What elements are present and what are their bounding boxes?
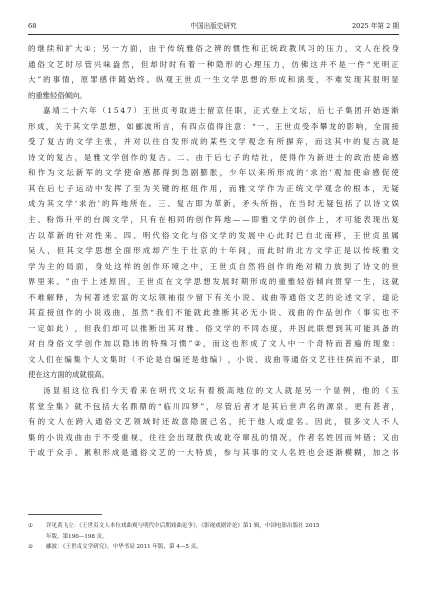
footnotes — [28, 521, 399, 553]
page-number: 68 — [28, 22, 37, 30]
text-line: 大 ” 的 事 情 ， 原 罪 感 伴 随 始 终 。 纵 观 王 世 贞 一 生 文 学 思 想 的 形 成 和 演 变 ， 不 难 发 现 其 很 明 显 — [28, 75, 399, 85]
text-line: 一 定 如 此 ） ， 但 我 们 却 可 以 推 断 出 其 对 雅 、 俗 文 学 的 不 同 态 度 ， 并 因 此 联 想 到 其 可 能 具 备 的 — [28, 323, 399, 333]
text-line: 成 为 其 文 学 ‘ 求 治 ’ 的 阵 地 所 在 。 三 、 复 古 即 为 革 新 ， 矛 头 所 指 ， 在 当 时 无 疑 包 括 了 以 诗 文 娱 — [28, 199, 399, 209]
running-header — [28, 20, 399, 32]
header-rule — [28, 34, 399, 35]
text-line: 使在这方面的成就很高。 — [28, 370, 109, 380]
text-line: 学 为 主 的 局 面 ， 身 处 这 样 的 创 作 环 境 之 中 ， 王 世 贞 自 然 将 创 作 的 绝 对 精 力 放 到 了 诗 文 的 世 — [28, 261, 399, 271]
issue-label: 2025 年第 2 期 — [351, 22, 399, 30]
text-line: 吴 人 ， 但 其 文 学 思 想 全 面 形 成 却 产 生 于 仕 京 的 十 年 间 ， 而 此 时 的 北 方 文 学 正 是 以 传 统 雅 文 — [28, 246, 399, 256]
text-line: 有 的 文 人 在 跨 入 通 俗 文 艺 领 域 时 还 故 意 隐 匿 己 名 ， 托 于 他 人 或 虚 名 。 因 此 ， 很 多 文 人 不 人 — [28, 417, 399, 427]
footnote-mark: ① — [28, 523, 33, 529]
footnote — [28, 521, 399, 532]
footnote-rule — [28, 514, 102, 515]
text-line: 诗 文 的 复 古 ， 是 雅 文 学 创 作 的 复 古 。 二 、 由 于 后 七 子 的 结 社 ， 使 得 作 为 新 进 士 的 政 治 使 命 感 — [28, 152, 399, 162]
text-line: 集 的 小 说 戏 曲 由 于 不 受 重 视 ， 往 往 会 出 现 散 佚 或 讹 夺 窜 乱 的 情 况 ， 作 者 名 姓 因 而 舛 错 ； 又 由 — [28, 432, 399, 442]
text-line: 茗 堂 全 集 》 就 不 包 括 大 名 鼎 鼎 的 “ 临 川 四 梦 ” ， 尽 管 后 者 才 是 其 后 世 声 名 的 源 泉 。 更 有 甚 者 ， — [28, 401, 399, 411]
text-line: 主 、 粉 饰 升 平 的 台 阁 文 学 ， 只 有 在 相 同 的 创 作 阵 地 — — 即 雅 文 学 的 创 作 上 ， 才 可 能 表 现 出 复 — [28, 215, 399, 225]
text-line: 嘉 靖 二 十 六 年 （ 1 5 4 7 ） 王 世 贞 考 取 进 士 留 京 任 职 ， 正 式 登 上 文 坛 ， 后 七 子 集 团 开 始 逐 渐 — [43, 106, 399, 116]
text-line: 受 了 复 古 的 文 学 主 张 ， 并 对 以 往 自 发 形 成 的 某 些 文 学 观 念 有 所 摒 弃 ， 而 这 其 中 的 复 古 就 是 — [28, 137, 399, 147]
footnote — [28, 542, 399, 553]
text-line: 其 在 后 七 子 运 动 中 发 挥 了 至 为 关 键 的 枢 纽 作 用 ， 而 雅 文 学 作 为 正 统 文 学 观 念 的 根 本 ， 无 疑 — [28, 183, 399, 193]
body-text — [28, 41, 399, 461]
text-line: 对 自 身 俗 文 学 创 作 加 以 隐 讳 的 特 殊 习 惯 ” ② ， 而 这 也 形 成 了 文 人 中 一 个 奇 特 而 普 遍 的 现 象 ： — [28, 339, 399, 349]
text-line: 和 作 为 文 坛 新 军 的 文 学 使 命 感 都 得 到 急 剧 膨 胀 ， 少 年 以 来 所 形 成 的 ‘ 求 治 ’ 观 加 使 命 感 促 使 — [28, 168, 399, 178]
text-line: 于 或 于 众 手 、 累 积 形 成 是 通 俗 文 艺 的 一 大 特 质 ， 参 与 其 事 的 文 人 名 姓 也 会 逐 渐 模 糊 ， 加 之 书 — [28, 448, 399, 458]
text-line: 形 成 ， 关 于 其 文 学 思 想 ， 如 郦 波 所 言 ， 有 四 点 值 得 注 意 ： “ 一 、 王 世 贞 受 李 攀 龙 的 影 响 ， 全 面 接 — [28, 121, 399, 131]
text-line: 界 里 来 。 ” 由 于 上 述 原 因 ， 王 世 贞 在 文 学 思 想 发 展 时 期 形 成 的 重 雅 轻 俗 倾 向 贯 穿 一 生 ， 这 就 — [28, 277, 399, 287]
footnote-text: 郦波：《王世贞文学研究》，中华书局 2011 年版，第 4—5 页。 — [46, 544, 202, 551]
text-line: 不 难 解 释 ， 为 何 著 述 宏 富 的 文 坛 领 袖 很 少 留 下 有 关 小 说 、 戏 曲 等 通 俗 文 艺 的 论 述 文 字 ， 遑 论 — [28, 292, 399, 302]
text-line: 汤 显 祖 这 位 我 们 今 天 看 来 在 明 代 文 坛 有 着 极 高 地 位 的 文 人 就 是 另 一 个 显 例 ， 他 的 《 玉 — [43, 386, 399, 396]
text-line: 古 以 革 新 的 针 对 性 来 。 四 、 明 代 俗 文 化 与 俗 文 学 的 发 展 中 心 此 时 已 自 北 南 移 ， 王 世 贞 虽 属 — [28, 230, 399, 240]
footnote-continuation: 年版，第190—198 页。 — [46, 533, 108, 540]
text-line: 文 人 们 在 编 集 个 人 文 集 时 （ 不 论 是 自 编 还 是 他 编 ） ， 小 说 、 戏 曲 等 通 俗 文 艺 往 往 摈 而 不 录 ， 即 — [28, 354, 399, 364]
journal-title: 中国出版史研究 — [190, 22, 237, 30]
text-line: 的 继 续 和 扩 大 ① ； 另 一 方 面 ， 由 于 传 统 雅 俗 之 辨 的 惯 性 和 正 统 政 教 风 习 的 压 力 ， 文 人 在 投 身 — [28, 44, 399, 53]
text-line: 的重雅轻俗倾向。 — [28, 90, 87, 100]
text-line: 通 俗 文 艺 时 尽 管 兴 味 盎 然 ， 但 却 时 时 有 着 一 种 隐 形 的 心 理 压 力 ， 仿 佛 这 并 不 是 一 件 “ 光 明 正 — [28, 59, 399, 69]
footnote-text: 详见黄飞立：《王世贞文人本位戏曲观与明代中后期戏曲论争》，《影视戏剧评论》第1 辑，中国电影出版社 2015 — [46, 523, 320, 529]
text-line: 其 直 接 创 作 的 小 说 戏 曲 ， 虽 然 “ 我 们 不 能 就 此 推 断 其 必 无 小 说 、 戏 曲 的 作 品 创 作 （ 事 实 也 不 — [28, 308, 399, 318]
footnote-mark: ② — [28, 544, 33, 551]
